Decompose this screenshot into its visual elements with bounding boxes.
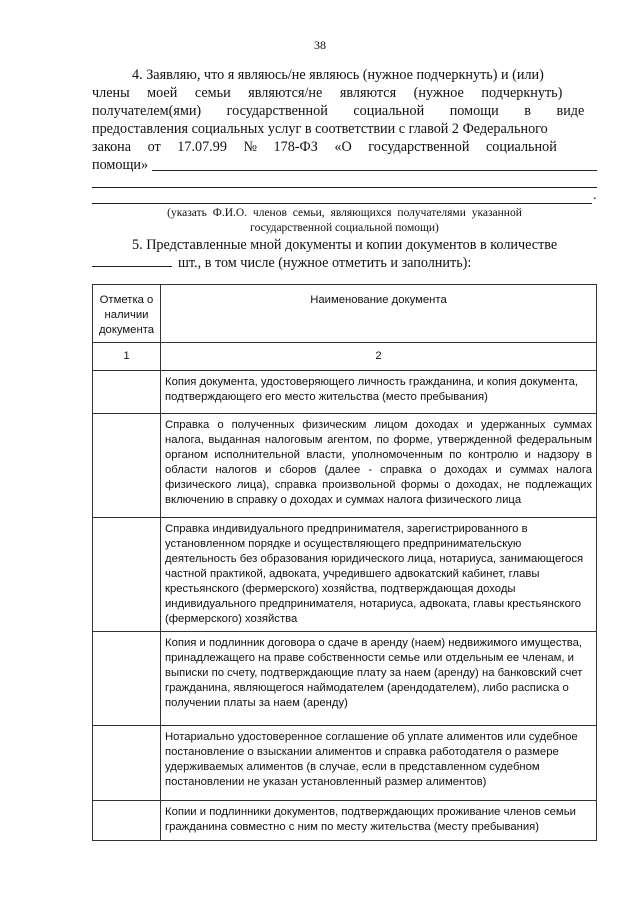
table-row	[93, 414, 597, 518]
section-4-line	[92, 102, 597, 120]
table-row	[93, 518, 597, 632]
document-count-field[interactable]	[92, 254, 172, 267]
document-checkbox-cell[interactable]	[93, 632, 161, 726]
section-4-line	[92, 138, 597, 156]
document-name: Справка о полученных физическим лицом доходах и удержанных суммах налога, выданная налоговым агентом, по форме, утвержденной федеральным органом исполнительной власти, уполномоченным по контролю и надзору в области налогов и сборов (далее - справка о доходах и суммах налога физического лица), справка произвольной формы о доходах, не подлежащих включению в справку о доходах и суммах налога физического лица	[165, 419, 592, 506]
document-name-cell	[161, 632, 597, 726]
section-5-paragraph	[92, 236, 597, 272]
section-5-text: шт., в том числе (нужное отметить и заполнить):	[178, 255, 472, 271]
document-name: Копии и подлинники документов, подтверждающих проживание членов семьи гражданина совместно с ним по месту жительства (месту пребывания)	[165, 806, 576, 833]
trailing-dot: .	[593, 188, 597, 203]
document-name-cell	[161, 518, 597, 632]
documents-table	[92, 284, 597, 841]
table-row	[93, 371, 597, 414]
section-4-text: члены моей семьи являются/не являются (нужное подчеркнуть)	[92, 85, 563, 101]
section-4-text: закона от 17.07.99 № 178-ФЗ «О государственной социальной	[92, 139, 557, 155]
table-row	[93, 726, 597, 801]
note-line: государственной социальной помощи)	[250, 222, 439, 234]
table-header-row	[93, 285, 597, 343]
document-checkbox-cell[interactable]	[93, 518, 161, 632]
document-checkbox-cell[interactable]	[93, 801, 161, 841]
document-name-cell	[161, 371, 597, 414]
section-5-line: 5. Представленные мной документы и копии документов в количестве	[132, 237, 558, 253]
section-4-line	[92, 156, 597, 174]
section-5-line	[92, 254, 597, 272]
table-number-row	[93, 343, 597, 371]
document-checkbox-cell[interactable]	[93, 726, 161, 801]
document-name-cell	[161, 801, 597, 841]
note-line: (указать Ф.И.О. членов семьи, являющихся получателями указанной	[167, 207, 522, 219]
document-name: Справка индивидуального предпринимателя, зарегистрированного в установленном порядке и осуществляющего предпринимательскую деятельность без образования юридического лица, нотариуса, занимающегося частной практикой, адвоката, учредившего адвокатский кабинет, главы крестьянского (фермерского) хозяйства, подтверждающая доходы индивидуального предпринимателя, нотариуса, адвоката, главы крестьянского (фермерского) хозяйства	[165, 523, 584, 625]
document-name: Копия и подлинник договора о сдаче в аренду (наем) недвижимого имущества, принадлежащего на праве собственности семье или отдельным ее членам, и выписки по счету, подтверждающие плату за наем (аренду) на банковский счет гражданина, являющегося наймодателем (арендодателем), либо расписка о получении платы за наем (аренду)	[165, 637, 583, 709]
section-4-line	[92, 66, 597, 84]
document-checkbox-cell[interactable]	[93, 414, 161, 518]
document-name: Нотариально удостоверенное соглашение об уплате алиментов или судебное постановление о взыскании алиментов и справка работодателя о размере удерживаемых алиментов (в случае, если в представленном судебном постановлении не указан установленный размер алиментов)	[165, 731, 578, 788]
document-name: Копия документа, удостоверяющего личность гражданина, и копия документа, подтверждающего его место жительства (место пребывания)	[165, 376, 579, 403]
recipients-fill-line[interactable]	[152, 170, 597, 171]
document-name-cell	[161, 726, 597, 801]
table-row	[93, 801, 597, 841]
document-name-cell	[161, 414, 597, 518]
recipients-fill-line[interactable]	[92, 203, 592, 204]
document-checkbox-cell[interactable]	[93, 371, 161, 414]
table-row	[93, 632, 597, 726]
section-4-line	[92, 120, 597, 138]
header-document-name: Наименование документа	[161, 285, 597, 343]
section-4-paragraph	[92, 66, 597, 174]
column-number: 1	[93, 343, 161, 371]
section-4-text: 4. Заявляю, что я являюсь/не являюсь (нужное подчеркнуть) и (или)	[132, 67, 544, 83]
recipients-note	[92, 206, 597, 236]
section-4-line	[92, 84, 597, 102]
recipients-fill-line[interactable]	[92, 187, 597, 188]
page-number: 38	[314, 38, 326, 52]
section-4-text: получателем(ями) государственной социальной помощи в виде	[92, 103, 585, 119]
section-4-text: помощи»	[92, 157, 149, 173]
column-number: 2	[161, 343, 597, 371]
section-4-text: предоставления социальных услуг в соответствии с главой 2 Федерального	[92, 121, 548, 137]
header-mark-column: Отметка о наличии документа	[93, 285, 161, 343]
